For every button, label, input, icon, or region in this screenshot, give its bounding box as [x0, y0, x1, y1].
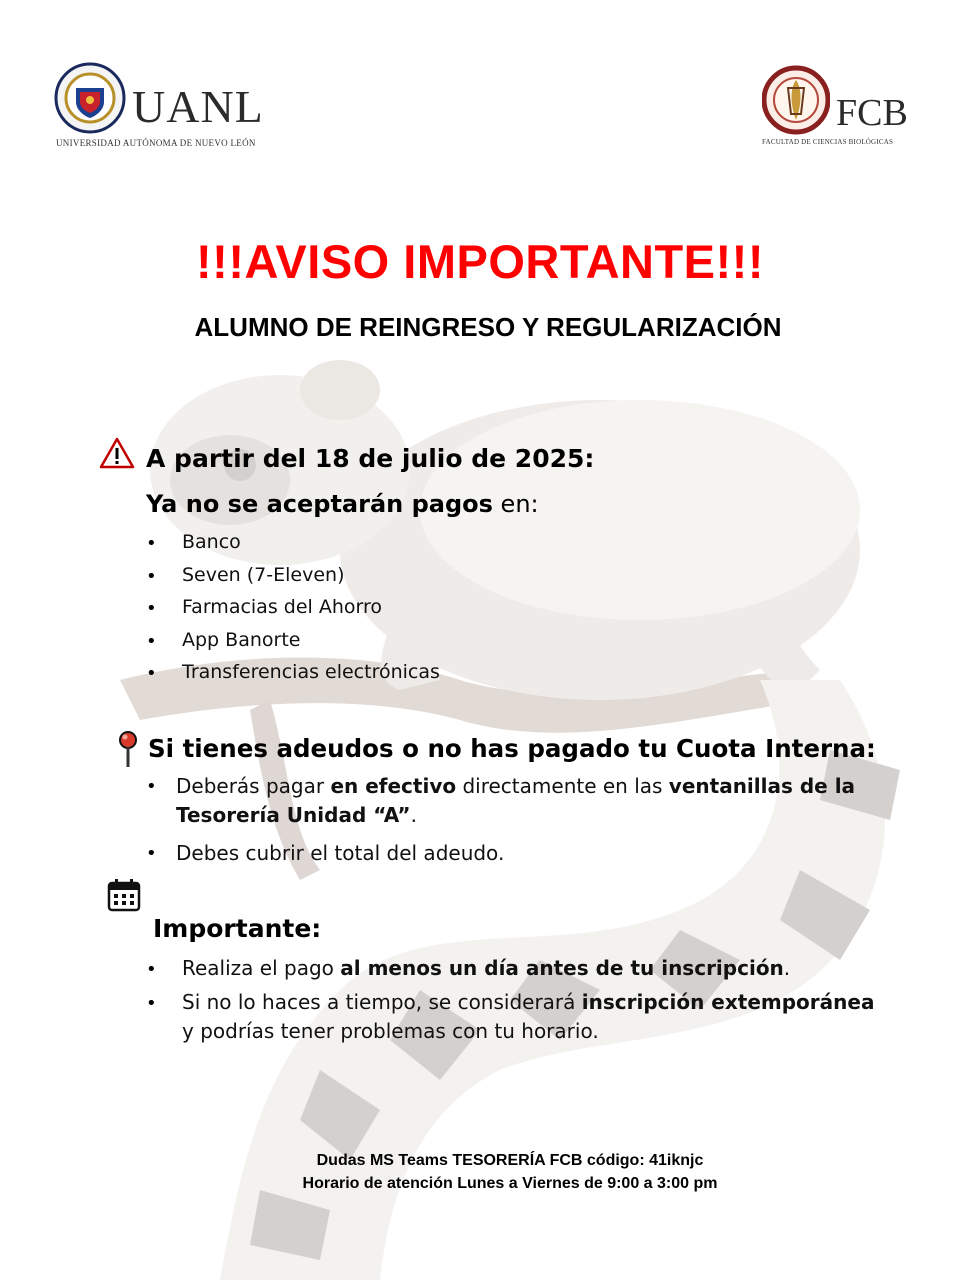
warning-triangle-icon: [99, 437, 135, 469]
item-bold-text: ventanillas de la: [668, 774, 856, 798]
bullet-icon: •: [146, 843, 157, 864]
calendar-icon: [107, 878, 141, 912]
item-text: Deberás pagar: [176, 774, 331, 798]
item-bold-text: inscripción extemporánea: [581, 990, 875, 1014]
footer-contact: Dudas MS Teams TESORERÍA FCB código: 41iknjc: [316, 1152, 704, 1169]
section1-intro-rest: en:: [492, 490, 539, 518]
bullet-icon: •: [146, 776, 157, 797]
item-text: Si no lo haces a tiempo, se considerará: [182, 990, 582, 1014]
item-bold-text: Tesorería Unidad “A”: [176, 803, 411, 827]
section2-item2: Debes cubrir el total del adeudo.: [176, 841, 505, 865]
item-bold-text: en efectivo: [330, 774, 457, 798]
bullet-icon: •: [146, 959, 157, 980]
list-item: Seven (7-Eleven): [182, 564, 345, 586]
item-text: directamente en las: [456, 774, 669, 798]
page-title: !!!AVISO IMPORTANTE!!!: [196, 235, 764, 288]
uanl-seal-icon: [54, 62, 126, 134]
bullet-icon: •: [146, 566, 157, 587]
list-item: App Banorte: [182, 629, 301, 651]
item-text: .: [410, 803, 417, 827]
section1-heading: A partir del 18 de julio de 2025:: [146, 444, 595, 473]
section3-item2-line2: y podrías tener problemas con tu horario.: [182, 1019, 599, 1043]
uanl-logo-text: UANL: [132, 81, 264, 132]
bullet-icon: •: [146, 663, 157, 684]
uanl-logo: [54, 60, 274, 150]
section3-heading: Importante:: [153, 914, 322, 943]
item-bold-text: al menos un día antes de tu inscripción: [340, 956, 784, 980]
page-subtitle: ALUMNO DE REINGRESO Y REGULARIZACIÓN: [194, 312, 782, 342]
section1-intro-bold: Ya no se aceptarán pagos: [146, 490, 493, 518]
fcb-logo: [760, 64, 920, 152]
section3-item2: [182, 990, 874, 1014]
section2-item1: [176, 774, 896, 798]
bullet-icon: •: [146, 533, 157, 554]
bullet-icon: •: [146, 993, 157, 1014]
list-item: Farmacias del Ahorro: [182, 596, 382, 618]
fcb-logo-subtext: FACULTAD DE CIENCIAS BIOLÓGICAS: [762, 138, 894, 146]
item-text: Realiza el pago: [182, 956, 341, 980]
bullet-icon: •: [146, 598, 157, 619]
fcb-seal-icon: [762, 64, 830, 136]
section1-intro: [146, 490, 539, 519]
list-item: Banco: [182, 531, 241, 553]
bullet-icon: •: [146, 631, 157, 652]
fcb-logo-text: FCB: [836, 92, 908, 134]
item-text: .: [783, 956, 791, 980]
footer-hours: Horario de atención Lunes a Viernes de 9:00 a 3:00 pm: [302, 1175, 718, 1192]
pushpin-icon: [116, 730, 140, 770]
uanl-logo-subtext: UNIVERSIDAD AUTÓNOMA DE NUEVO LEÓN: [56, 138, 256, 148]
section2-item1-line2: [176, 803, 417, 827]
section3-item1: [182, 956, 790, 980]
section2-heading: Si tienes adeudos o no has pagado tu Cuota Interna:: [148, 734, 876, 763]
list-item: Transferencias electrónicas: [182, 661, 440, 683]
